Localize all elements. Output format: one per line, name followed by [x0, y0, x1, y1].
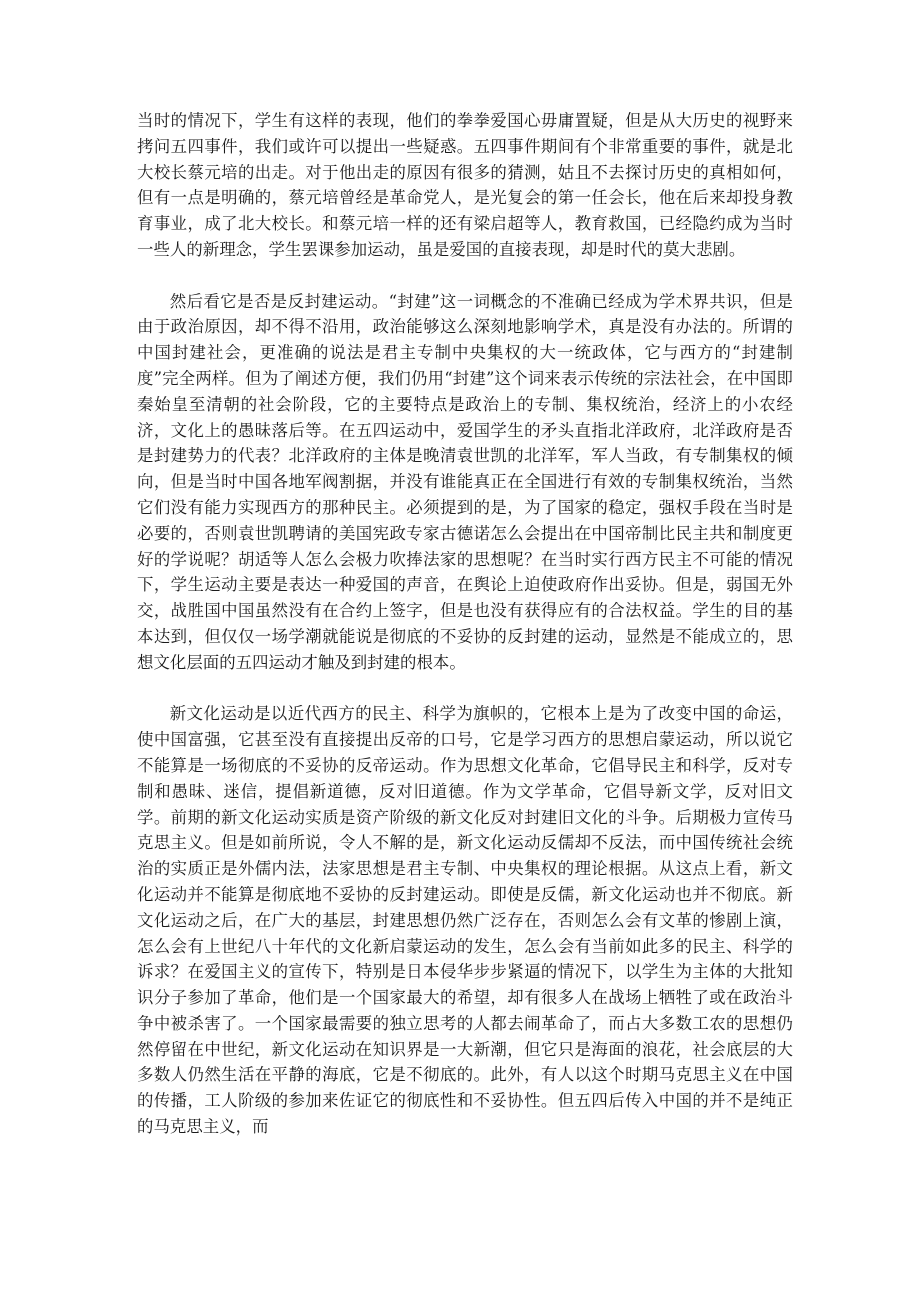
paragraph-1: 当时的情况下，学生有这样的表现，他们的拳拳爱国心毋庸置疑，但是从大历史的视野来拷问五四事件，我们或许可以提出一些疑惑。五四事件期间有个非常重要的事件，就是北大校长蔡元培的出走。对于他出走的原因有很多的猜测，姑且不去探讨历史的真相如何，但有一点是明确的，蔡元培曾经是革命党人，是光复会的第一任会长，他在后来却投身教育事业，成了北大校长。和蔡元培一样的还有梁启超等人，教育救国，已经隐约成为当时一些人的新理念，学生罢课参加运动，虽是爱国的直接表现，却是时代的莫大悲剧。	[137, 111, 793, 259]
document-body	[137, 108, 793, 1140]
paragraph-3: 新文化运动是以近代西方的民主、科学为旗帜的，它根本上是为了改变中国的命运，使中国富强，它甚至没有直接提出反帝的口号，它是学习西方的思想启蒙运动，所以说它不能算是一场彻底的不妥协的反帝运动。作为思想文化革命，它倡导民主和科学，反对专制和愚昧、迷信，提倡新道德，反对旧道德。作为文学革命，它倡导新文学，反对旧文学。前期的新文化运动实质是资产阶级的新文化反对封建旧文化的斗争。后期极力宣传马克思主义。但是如前所说，令人不解的是，新文化运动反儒却不反法，而中国传统社会统治的实质正是外儒内法，法家思想是君主专制、中央集权的理论根据。从这点上看，新文化运动并不能算是彻底地不妥协的反封建运动。即使是反儒，新文化运动也并不彻底。新文化运动之后，在广大的基层，封建思想仍然广泛存在，否则怎么会有文革的惨剧上演，怎么会有上世纪八十年代的文化新启蒙运动的发生，怎么会有当前如此多的民主、科学的诉求？在爱国主义的宣传下，特别是日本侵华步步紧逼的情况下，以学生为主体的大批知识分子参加了革命，他们是一个国家最大的希望，却有很多人在战场上牺牲了或在政治斗争中被杀害了。一个国家最需要的独立思考的人都去闹革命了，而占大多数工农的思想仍然停留在中世纪，新文化运动在知识界是一大新潮，但它只是海面的浪花，社会底层的大多数人仍然生活在平静的海底，它是不彻底的。此外，有人以这个时期马克思主义在中国的传播，工人阶级的参加来佐证它的彻底性和不妥协性。但五四后传入中国的并不是纯正的马克思主义，而	[137, 704, 793, 1137]
paragraph-2: 然后看它是否是反封建运动。“封建”这一词概念的不准确已经成为学术界共识，但是由于政治原因，却不得不沿用，政治能够这么深刻地影响学术，真是没有办法的。所谓的中国封建社会，更准确的说法是君主专制中央集权的大一统政体，它与西方的“封建制度”完全两样。但为了阐述方便，我们仍用“封建”这个词来表示传统的宗法社会，在中国即秦始皇至清朝的社会阶段，它的主要特点是政治上的专制、集权统治，经济上的小农经济，文化上的愚昧落后等。在五四运动中，爱国学生的矛头直指北洋政府，北洋政府是否是封建势力的代表？北洋政府的主体是晚清袁世凯的北洋军，军人当政，有专制集权的倾向，但是当时中国各地军阀割据，并没有谁能真正在全国进行有效的专制集权统治，当然它们没有能力实现西方的那种民主。必须提到的是，为了国家的稳定，强权手段在当时是必要的，否则袁世凯聘请的美国宪政专家古德诺怎么会提出在中国帝制比民主共和制度更好的学说呢？胡适等人怎么会极力吹捧法家的思想呢？在当时实行西方民主不可能的情况下，学生运动主要是表达一种爱国的声音，在舆论上迫使政府作出妥协。但是，弱国无外交，战胜国中国虽然没有在合约上签字，但是也没有获得应有的合法权益。学生的目的基本达到，但仅仅一场学潮就能说是彻底的不妥协的反封建的运动，显然是不能成立的，思想文化层面的五四运动才触及到封建的根本。	[137, 291, 793, 672]
